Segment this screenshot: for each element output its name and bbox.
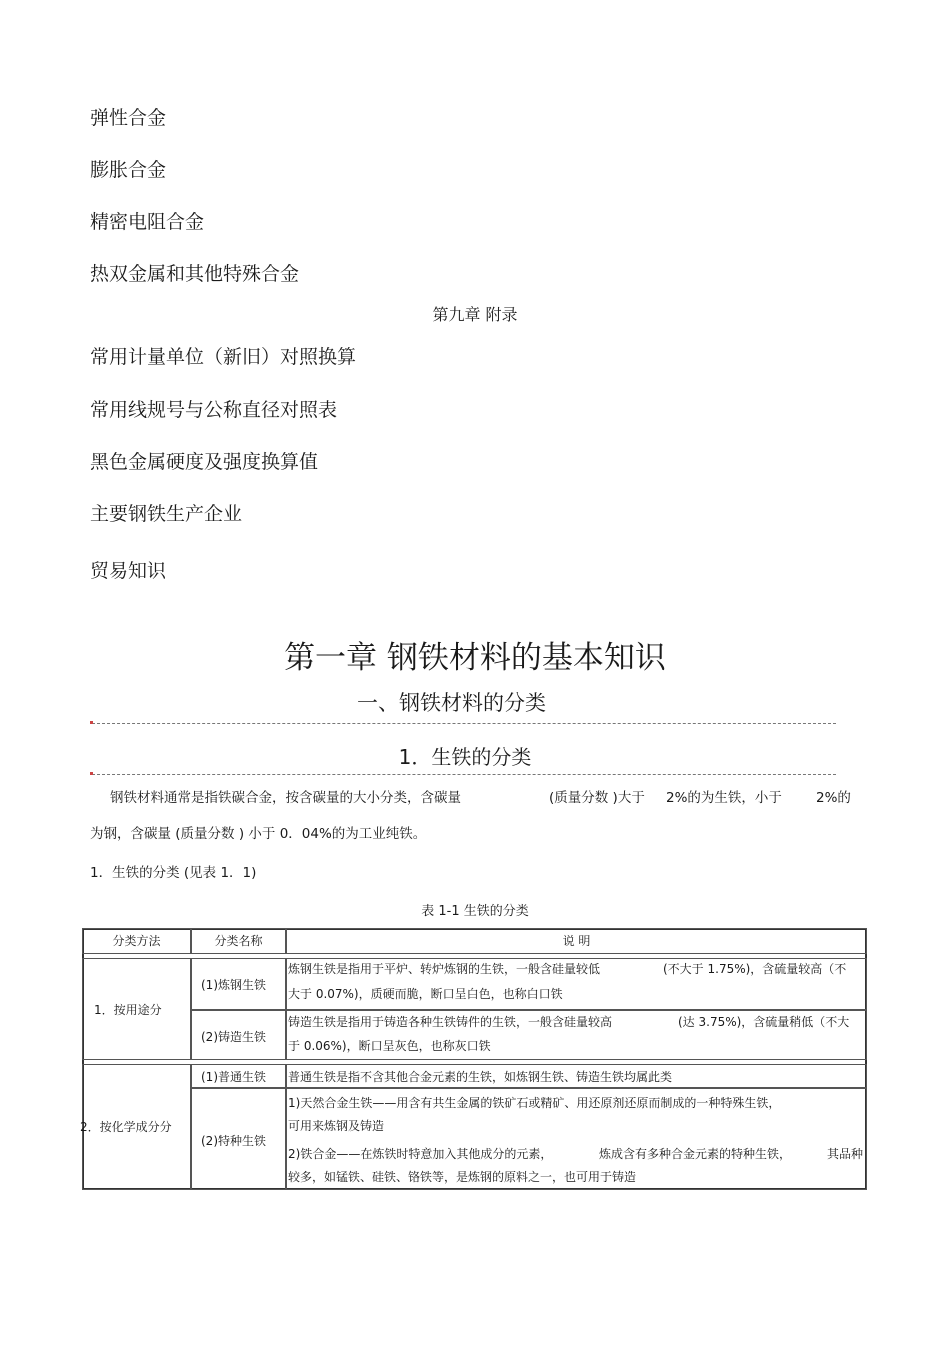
table-cell-desc: 铸造生铁是指用于铸造各种生铁铸件的生铁，一般含硅量较高	[288, 1015, 613, 1029]
paragraph-text: 为钢，含碳量 (质量分数 ) 小于 0．04%的为工业纯铁。	[90, 826, 427, 842]
dashed-divider	[92, 723, 836, 724]
paragraph-text: 钢铁材料通常是指铁碳合金，按含碳量的大小分类，含碳量	[110, 790, 461, 806]
table-cell-desc: 炼钢生铁是指用于平炉、转炉炼钢的生铁，一般含硅量较低	[288, 962, 601, 976]
toc-item: 膨胀合金	[90, 159, 167, 181]
table-header: 分类方法	[112, 934, 161, 948]
toc-item: 精密电阻合金	[90, 211, 205, 233]
table-cell-desc: (达 3.75%)，含硫量稍低（不大	[678, 1015, 850, 1029]
classification-table	[82, 928, 867, 1190]
chapter-title: 第一章 钢铁材料的基本知识	[284, 640, 666, 676]
table-cell-desc: 炼成含有多种合金元素的特种生铁，	[599, 1147, 792, 1161]
table-cell-name: (1)普通生铁	[201, 1070, 266, 1084]
table-cell-method: 1．按用途分	[94, 1003, 162, 1017]
toc-item: 弹性合金	[90, 107, 167, 129]
toc-item: 黑色金属硬度及强度换算值	[90, 451, 319, 473]
paragraph-text: 2%的	[816, 790, 851, 806]
table-cell-desc: 较多，如锰铁、硅铁、铬铁等，是炼钢的原料之一，也可用于铸造	[288, 1170, 637, 1184]
table-cell-name: (1)炼钢生铁	[201, 978, 266, 992]
table-cell-desc: 1)天然合金生铁——用含有共生金属的铁矿石或精矿、用还原剂还原而制成的一种特殊生铁，	[288, 1096, 781, 1110]
table-cell-desc: (不大于 1.75%)，含硫量较高（不	[663, 962, 847, 976]
table-cell-name: (2)铸造生铁	[201, 1030, 266, 1044]
paragraph-text: 2%的为生铁，小于	[666, 790, 782, 806]
table-cell-desc: 其品种	[827, 1147, 864, 1161]
table-cell-desc: 大于 0.07%)，质硬而脆，断口呈白色，也称白口铁	[288, 987, 563, 1001]
table-cell-method: 2．按化学成分分	[80, 1120, 172, 1134]
paragraph-text: (质量分数 )大于	[549, 790, 645, 806]
chapter-heading: 第九章 附录	[432, 305, 518, 324]
table-cell-desc: 可用来炼钢及铸造	[288, 1119, 385, 1133]
toc-item: 常用线规号与公称直径对照表	[90, 399, 338, 421]
subsection-title: 1．生铁的分类	[398, 745, 532, 769]
table-caption: 表 1-1 生铁的分类	[421, 904, 529, 919]
table-cell-name: (2)特种生铁	[201, 1134, 266, 1148]
toc-item: 贸易知识	[90, 560, 167, 582]
table-cell-desc: 于 0.06%)，断口呈灰色，也称灰口铁	[288, 1039, 491, 1053]
table-cell-desc: 2)铁合金——在炼铁时特意加入其他成分的元素，	[288, 1147, 553, 1161]
dashed-divider	[92, 774, 836, 775]
table-header: 分类名称	[214, 934, 263, 948]
paragraph-text: 1．生铁的分类 (见表 1．1)	[90, 865, 257, 881]
table-header: 说 明	[562, 934, 591, 948]
table-cell-desc: 普通生铁是指不含其他合金元素的生铁，如炼钢生铁、铸造生铁均属此类	[288, 1070, 673, 1084]
toc-item: 主要钢铁生产企业	[90, 503, 243, 525]
toc-item: 常用计量单位（新旧）对照换算	[90, 346, 357, 368]
section-title: 一、钢铁材料的分类	[357, 691, 546, 715]
toc-item: 热双金属和其他特殊合金	[90, 263, 300, 285]
